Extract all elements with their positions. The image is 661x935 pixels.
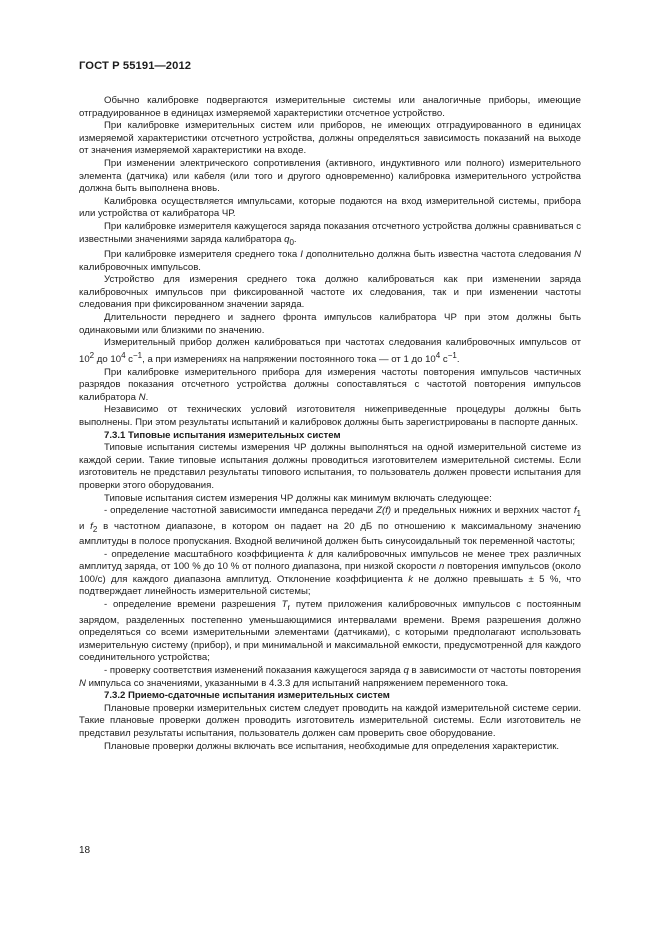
paragraph: При калибровке измерительного прибора для измерения частоты повторения импульсов частичных разрядов показания отсчетного устройства должны сопоставляться с частотой повторения импульсов калибратора N. [79,366,581,403]
paragraph: Плановые проверки должны включать все испытания, необходимые для определения характеристик. [104,740,560,752]
list-item: - определение времени разрешения $T_r$ путем приложения калибровочных импульсов с постоянным зарядом, разделенных постепенно уменьшающимися интервалами времени. Время разрешения должно определяться со всеми измерительными элементами (датчиками), с которыми предполагают использовать измерительную систему (прибор), и при минимальной и максимальной емкости, предусмотренной для каждого соединительного устройства; [79,599,581,664]
paragraph: Типовые испытания систем измерения ЧР должны как минимум включать следующее: [104,492,492,504]
page-number: 18 [79,845,91,856]
section-heading-7-3-2: 7.3.2 Приемо-сдаточные испытания измерительных систем [104,690,390,702]
paragraph: Измерительный прибор должен калиброваться при частотах следования калибровочных импульсов от $10^2$ до $10^4$ $с^{-1}$, а при измерениях на напряжении постоянного тока — от 1 до $10^4$ $с^{-1}$. [79,337,581,365]
paragraph: Длительности переднего и заднего фронта импульсов калибратора ЧР при этом должны быть одинаковыми или близкими по значению. [79,312,581,336]
list-item: - определение масштабного коэффициента k для калибровочных импульсов не менее трех различных амплитуд заряда, от 100 % до 10 % от полного диапазона, при низкой скорости n повторения импульсов (около 100/с) для каждого диапазона амплитуд. Отклонение коэффициента k не должно превышать ± 5 %, что подтверждает линейность измерительной системы; [79,548,581,598]
paragraph: При калибровке измерителя среднего тока I дополнительно должна быть известна частота следования N калибровочных импульсов. [79,249,581,273]
list-item: - проверку соответствия изменений показания кажущегося заряда q в зависимости от частоты повторения N импульса со значениями, указанными в 4.3.3 для испытаний напряжением переменного тока. [79,664,581,689]
paragraph: При калибровке измерительных систем или приборов, не имеющих отградуированного в единицах измеряемой характеристики отсчетного устройства, должны определяться зависимость показаний на выходе от значения измеряемой характеристики на входе. [79,120,581,157]
paragraph: Плановые проверки измерительных систем следует проводить на каждой измерительной системе серии. Такие плановые проверки должен проводить изготовитель измерительной системы. Если изготовитель не представил результаты испытания, пользователь должен сам проверить свое оборудование. [79,702,581,739]
paragraph: При изменении электрического сопротивления (активного, индуктивного или полного) измерительного элемента (датчика) или кабеля (или того и другого одновременно) калибровка измерительного устройства должна быть выполнена вновь. [79,157,581,195]
paragraph: Типовые испытания системы измерения ЧР должны выполняться на одной измерительной системе из каждой серии. Такие типовые испытания должны проводиться изготовителем измерительной системы. Если изготовитель не представил результаты типового испытания, то пользователь должен провести испытания для проверки этого оборудования. [79,442,581,491]
paragraph: Калибровка осуществляется импульсами, которые подаются на вход измерительной системы, прибора или устройства от калибратора ЧР. [79,195,581,220]
paragraph: Обычно калибровке подвергаются измерительные системы или аналогичные приборы, имеющие отградуированное в единицах измеряемой характеристики отсчетное устройство. [79,95,581,119]
standard-header: ГОСТ Р 55191—2012 [79,60,192,72]
section-heading-7-3-1: 7.3.1 Типовые испытания измерительных систем [104,429,341,441]
document-body [79,95,581,753]
list-item: - определение частотной зависимости импеданса передачи Z(f) и предельных нижних и верхних частот $f_1$ и $f_2$ в частотном диапазоне, в котором он падает на 20 дБ по отношению к максимальному значению амплитуды в полосе пропускания. Входной величиной должен быть синусоидальный ток переменной частоты; [79,505,581,548]
paragraph: Независимо от технических условий изготовителя нижеприведенные процедуры должны быть выполнены. При этом результаты испытаний и калибровок должны быть зарегистрированы в паспорте данных. [79,404,581,428]
paragraph: Устройство для измерения среднего тока должно калиброваться как при изменении заряда калибровочных импульсов при фиксированной частоте их следования, так и при изменении частоты следования при фиксированном значении заряда. [79,274,581,311]
paragraph: При калибровке измерителя кажущегося заряда показания отсчетного устройства должны сравниваться с известными значениями заряда калибратора $q_0$. [79,220,581,247]
